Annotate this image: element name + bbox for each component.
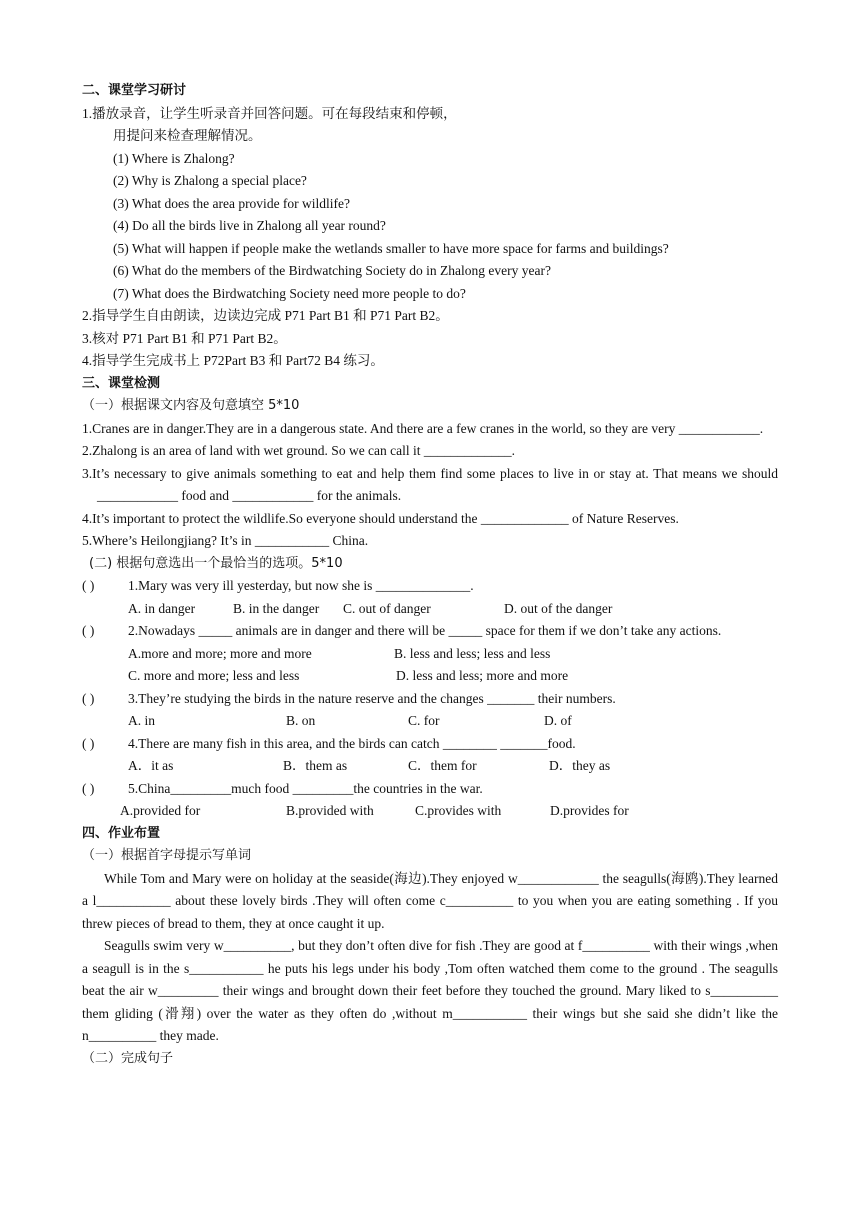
mcq-options-2-row-1 (82, 643, 778, 666)
subsection-multiple-choice: (二) 根据句意选出一个最恰当的选项。5*10 (89, 555, 343, 571)
mcq-stem: 1.Mary was very ill yesterday, but now she is ______________. (128, 578, 474, 593)
option-d: D. of (544, 713, 572, 728)
mcq-stem: 3.They’re studying the birds in the nature reserve and the changes _______ their numbers. (128, 690, 616, 706)
question-4: (4) Do all the birds live in Zhalong all year round? (113, 218, 386, 233)
fill-item-4: 4.It’s important to protect the wildlife.So everyone should understand the _____________ of Nature Reserves. (82, 510, 679, 526)
question-5: (5) What will happen if people make the wetlands smaller to have more space for farms and buildings? (113, 240, 669, 256)
mcq-stem: 4.There are many fish in this area, and the birds can catch ________ _______food. (128, 735, 576, 751)
question-7: (7) What does the Birdwatching Society need more people to do? (113, 285, 466, 301)
answer-blank: ( ) (82, 735, 95, 751)
option-c: C. out of danger (343, 600, 431, 616)
question-1: (1) Where is Zhalong? (113, 150, 235, 166)
mcq-stem: 5.China_________much food _________the countries in the war. (128, 780, 483, 796)
step-3: 3.核对 P71 Part B1 和 P71 Part B2。 (82, 330, 287, 346)
section-heading-classroom-study: 二、课堂学习研讨 (82, 83, 187, 98)
step-1: 1.播放录音，让学生听录音并回答问题。可在每段结束和停顿， (82, 105, 457, 121)
mcq-question-3 (82, 688, 778, 711)
fill-item-2: 2.Zhalong is an area of land with wet ground. So we can call it _____________. (82, 443, 516, 458)
option-a: A．it as (128, 758, 174, 773)
mcq-options-1 (82, 598, 778, 621)
fill-item-3: 3.It’s necessary to give animals something to eat and help them find some places to live in or stay at. That means we should ____________ food and ____________ for the animals. (82, 465, 778, 503)
mcq-question-1 (82, 575, 778, 598)
question-6: (6) What do the members of the Birdwatching Society do in Zhalong every year? (113, 263, 551, 278)
passage-paragraph-2: Seagulls swim very w__________, but they don’t often dive for fish .They are good at f__________ with their wings ,when a seagull is in the s___________ he puts his legs under his body ,Tom often watched them come to the ground . The seagulls beat the air w_________ their wings and brought down their feet before they touched the ground. Mary liked to s__________ them gliding (滑翔) over the water as they often do ,without m___________ their wings but she said she didn’t like the n__________ they made. (82, 938, 778, 1043)
option-a: A.provided for (120, 803, 201, 818)
mcq-stem: 2.Nowadays _____ animals are in danger and there will be _____ space for them if we don’t take any actions. (128, 623, 722, 638)
option-b: B. on (286, 713, 316, 728)
mcq-question-4 (82, 733, 778, 756)
answer-blank: ( ) (82, 623, 95, 638)
answer-blank: ( ) (82, 690, 95, 706)
mcq-options-4 (82, 755, 778, 778)
option-c: C. for (408, 713, 440, 728)
subsection-word-spelling: （一）根据首字母提示写单词 (82, 848, 252, 863)
option-b: B. less and less; less and less (394, 645, 551, 661)
subsection-complete-sentences: （二）完成句子 (82, 1050, 174, 1066)
fill-item-5: 5.Where’s Heilongjiang? It’s in ___________ China. (82, 533, 369, 548)
step-4: 4.指导学生完成书上 P72Part B3 和 Part72 B4 练习。 (82, 353, 384, 368)
mcq-options-5 (82, 800, 778, 823)
option-d: D. less and less; more and more (396, 668, 569, 683)
answer-blank: ( ) (82, 780, 95, 796)
step-1-continued: 用提问来检查理解情况。 (113, 128, 262, 143)
option-b: B. in the danger (233, 600, 320, 616)
question-3: (3) What does the area provide for wildlife? (113, 195, 351, 211)
mcq-options-2-row-2 (82, 665, 778, 688)
option-b: B．them as (283, 758, 348, 773)
worksheet-content (82, 80, 778, 1070)
option-a: A. in danger (128, 600, 196, 616)
option-d: D.provides for (550, 803, 629, 818)
mcq-options-3 (82, 710, 778, 733)
passage-paragraph-1: While Tom and Mary were on holiday at the seaside(海边).They enjoyed w____________ the seagulls(海鸥).They learned a l___________ about these lovely birds .They will often come c__________ to you when you are eating something . If you threw pieces of bread to them, they at once caught it up. (82, 870, 778, 931)
subsection-fill-in: （一）根据课文内容及句意填空 5*10 (82, 398, 300, 413)
option-c: C. more and more; less and less (128, 668, 300, 683)
section-heading-classroom-test: 三、课堂检测 (82, 375, 161, 391)
section-heading-homework: 四、作业布置 (82, 825, 161, 841)
answer-blank: ( ) (82, 578, 95, 593)
option-b: B.provided with (286, 803, 374, 818)
question-2: (2) Why is Zhalong a special place? (113, 173, 307, 188)
option-d: D. out of the danger (504, 600, 613, 616)
option-d: D．they as (549, 758, 611, 773)
option-c: C．them for (408, 758, 477, 773)
option-a: A.more and more; more and more (128, 645, 312, 661)
option-a: A. in (128, 713, 155, 728)
mcq-question-2 (82, 620, 778, 643)
step-2: 2.指导学生自由朗读，边读边完成 P71 Part B1 和 P71 Part B2。 (82, 308, 449, 323)
option-c: C.provides with (415, 803, 502, 818)
fill-item-1: 1.Cranes are in danger.They are in a dangerous state. And there are a few cranes in the world, so they are very ____________. (82, 420, 764, 436)
mcq-question-5 (82, 778, 778, 801)
